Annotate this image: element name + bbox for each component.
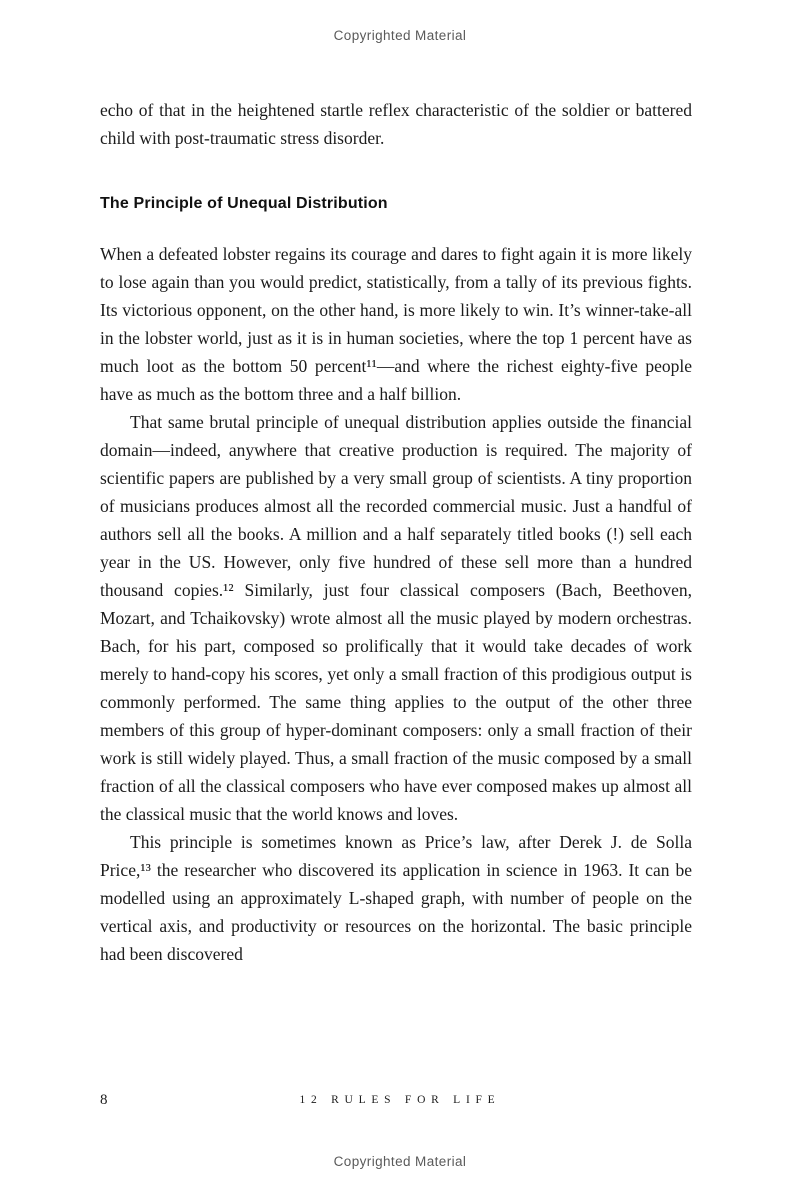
paragraph: When a defeated lobster regains its courage and dares to fight again it is more likely to lose again than you would predict, statistically, from a tally of its previous fights. Its victorious opponent, on the other hand, is more likely to win. It’s winner-take-all in the lobster world, just as it is in human societies, where the top 1 percent have as much loot as the bottom 50 percent¹¹—and where the richest eighty-five people have as much as the bottom three and a half billion. <box>100 244 692 404</box>
paragraph-continuation: echo of that in the heightened startle reflex characteristic of the soldier or battered child with post-traumatic stress disorder. <box>100 100 692 148</box>
page-body <box>100 96 692 968</box>
paragraph: This principle is sometimes known as Price’s law, after Derek J. de Solla Price,¹³ the researcher who discovered its application in science in 1963. It can be modelled using an approximately L-shaped graph, with number of people on the vertical axis, and productivity or resources on the horizontal. The basic principle had been discovered <box>100 832 692 964</box>
paragraph: That same brutal principle of unequal distribution applies outside the financial domain—indeed, anywhere that creative production is required. The majority of scientific papers are published by a very small group of scientists. A tiny proportion of musicians produces almost all the recorded commercial music. Just a handful of authors sell all the books. A million and a half separately titled books (!) sell each year in the US. However, only five hundred of these sell more than a hundred thousand copies.¹² Similarly, just four classical composers (Bach, Beethoven, Mozart, and Tchaikovsky) wrote almost all the music played by modern orchestras. Bach, for his part, composed so prolifically that it would take decades of work merely to hand-copy his scores, yet only a small fraction of this prodigious output is commonly performed. The same thing applies to the output of the other three members of this group of hyper-dominant composers: only a small fraction of their work is still widely played. Thus, a small fraction of the music composed by a small fraction of all the classical composers who have ever composed makes up almost all the classical music that the world knows and loves. <box>100 412 692 824</box>
page-number: 8 <box>100 1092 108 1108</box>
running-title: 12 RULES FOR LIFE <box>299 1094 501 1106</box>
copyright-notice-bottom: Copyrighted Material <box>333 1154 467 1169</box>
copyright-notice-top: Copyrighted Material <box>333 28 467 43</box>
section-heading: The Principle of Unequal Distribution <box>100 195 388 212</box>
page-footer <box>0 1092 800 1112</box>
